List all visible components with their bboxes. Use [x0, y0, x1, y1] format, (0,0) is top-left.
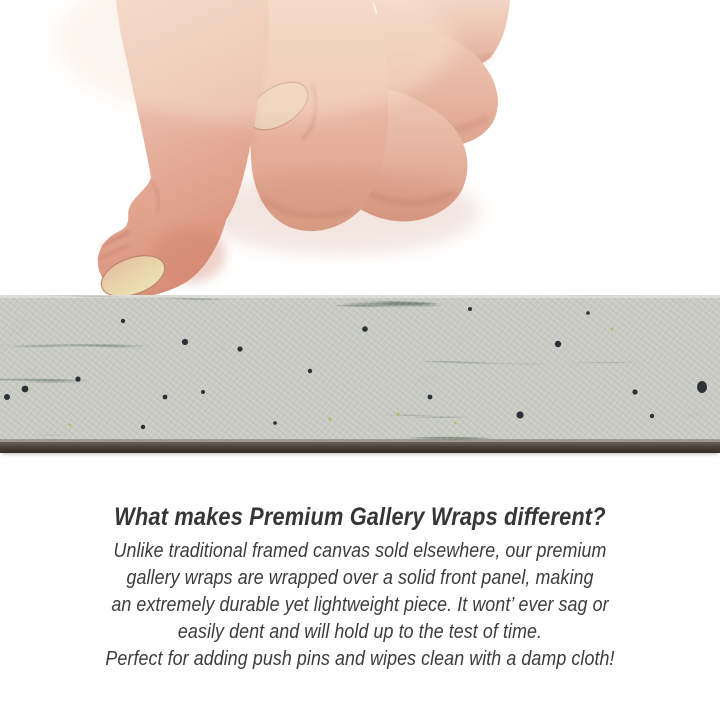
hand-pressing-thumb-icon [0, 0, 720, 302]
info-line: Perfect for adding push pins and wipes clean with a damp cloth! [105, 647, 615, 670]
info-text-block [47, 501, 673, 672]
canvas-grain [0, 295, 720, 445]
info-line: gallery wraps are wrapped over a solid front panel, making [126, 566, 594, 589]
info-line: easily dent and will hold up to the test of time. [177, 620, 543, 643]
canvas-edge-texture [0, 295, 720, 453]
info-heading: What makes Premium Gallery Wraps different? [114, 503, 606, 531]
strip-top-fold-highlight [0, 295, 720, 298]
info-line: an extremely durable yet lightweight piece. It wont’ ever sag or [111, 593, 609, 616]
info-line: Unlike traditional framed canvas sold elsewhere, our premium [113, 539, 607, 562]
strip-dark-bottom-edge [0, 442, 720, 453]
canvas-edge-strip [0, 295, 720, 453]
